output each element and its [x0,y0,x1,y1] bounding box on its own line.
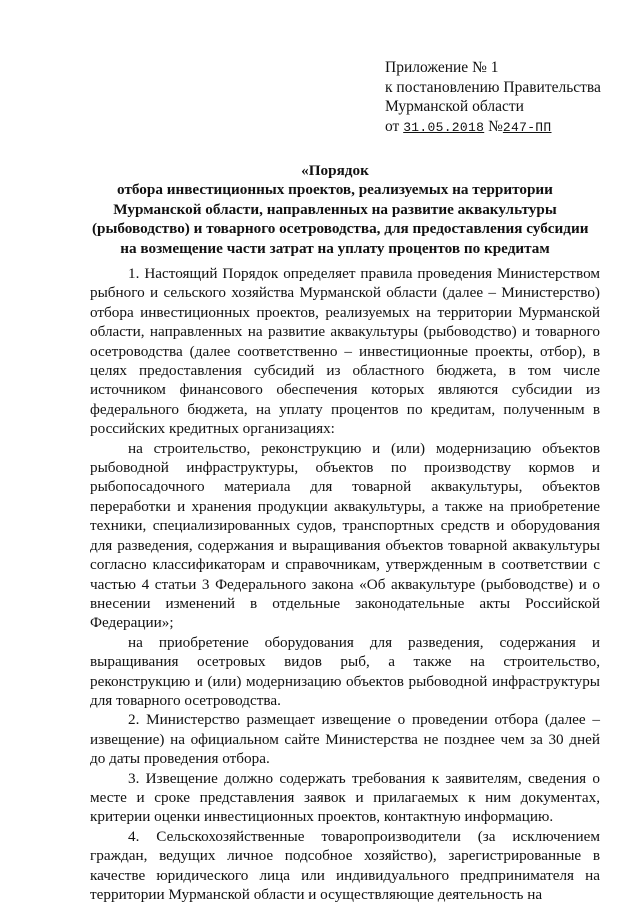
title-line: Мурманской области, направленных на развитие аквакультуры [113,200,557,218]
document-title [92,161,589,258]
appendix-region: Мурманской области [385,98,524,115]
date-prefix: от [385,117,400,135]
title-line: отбора инвестиционных проектов, реализуемых на территории [117,181,553,199]
title-line: на возмещение части затрат на уплату процентов по кредитам [120,239,550,257]
title-line: (рыбоводство) и товарного осетроводства, для предоставления субсидии [92,220,589,238]
resolution-date: 31.05.2018 [403,119,485,135]
paragraph-3: 3. Извещение должно содержать требования к заявителям, сведения о месте и сроке представления заявок и прилагаемых к ним документах, критерии оценки инвестиционных проектов, контактную информацию. [90,769,600,826]
paragraph-1-item-b: на приобретение оборудования для разведения, содержания и выращивания осетровых видов рыб, а также на строительство, реконструкцию и (или) модернизацию объектов рыбоводной инфраструктуры для товарного осетроводства. [90,633,600,709]
number-prefix: № [488,117,503,135]
appendix-header [385,58,601,137]
resolution-number: 247-ПП [502,119,552,135]
appendix-reference: к постановлению Правительства [385,78,601,96]
appendix-date-line [385,117,601,138]
paragraph-2: 2. Министерство размещает извещение о проведении отбора (далее – извещение) на официальном сайте Министерства не позднее чем за 30 дней до даты проведения отбора. [90,711,600,768]
appendix-number: Приложение № 1 [385,59,499,76]
document-body [90,264,600,904]
title-line: «Порядок [301,162,369,179]
paragraph-1: 1. Настоящий Порядок определяет правила проведения Министерством рыбного и сельского хозяйства Мурманской области (далее – Министерство) отбора инвестиционных проектов, реализуемых на территории Мурманской области, направленных на развитие аквакультуры (рыбоводство) и товарного осетроводства (далее соответственно – инвестиционные проекты, отбор), в целях предоставления субсидий из областного бюджета, в том числе источником финансового обеспечения которых являются субсидии из федерального бюджета, на уплату процентов по кредитам, полученным в российских кредитных организациях: [90,265,600,438]
paragraph-4: 4. Сельскохозяйственные товаропроизводители (за исключением граждан, ведущих личное подсобное хозяйство), зарегистрированные в качестве юридического лица или индивидуального предпринимателя на территории Мурманской области и осуществляющие деятельность на [90,827,600,903]
paragraph-1-item-a: на строительство, реконструкцию и (или) модернизацию объектов рыбоводной инфраструктуры, объектов по производству кормов и рыбопосадочного материала для товарной аквакультуры, объектов переработки и хранения продукции аквакультуры, а также на приобретение техники, специализированных судов, транспортных средств и оборудования для разведения, содержания и выращивания объектов товарной аквакультуры согласно классификаторам и справочникам, утвержденным в соответствии с частью 4 статьи 3 Федерального закона «Об аквакультуре (рыбоводстве) и о внесении изменений в отдельные законодательные акты Российской Федерации»; [90,439,600,632]
